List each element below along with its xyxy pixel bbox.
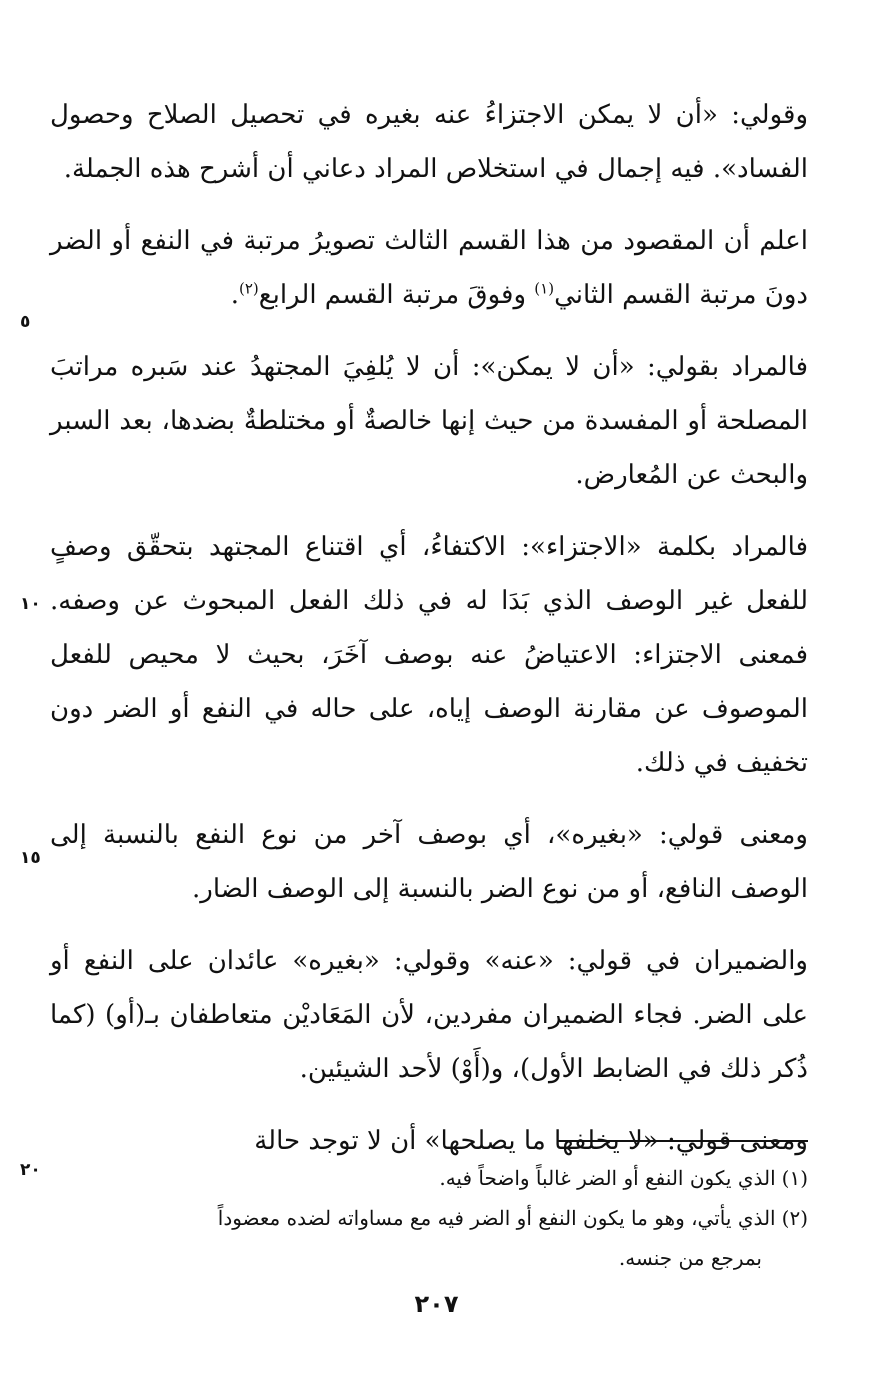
line-number-5: ٥: [20, 312, 31, 332]
paragraph-2-text-end: .: [230, 280, 239, 310]
footnote-1-mark: (١): [781, 1166, 808, 1190]
footnote-ref-2[interactable]: (٢): [238, 279, 259, 298]
footnote-2: [60, 1198, 808, 1278]
line-number-10: ١٠: [20, 594, 41, 614]
footnotes: [60, 1158, 808, 1278]
page-number: ٢٠٧: [414, 1290, 459, 1318]
footnote-2-text: الذي يأتي، وهو ما يكون النفع أو الضر فيه مع مساواته لضده معضوداً: [217, 1206, 776, 1230]
footnote-1: [60, 1158, 808, 1198]
paragraph-2-text-b: وفوقَ مرتبة القسم الرابع: [258, 280, 535, 310]
line-number-15: ١٥: [20, 848, 41, 868]
footnote-ref-1[interactable]: (١): [534, 279, 555, 298]
paragraph-3: فالمراد بقولي: «أن لا يمكن»: أن لا يُلفِيَ المجتهدُ عند سَبره مراتبَ المصلحة أو المفسدة من حيث إنها خالصةٌ أو مختلطةٌ بضدها، بعد السبر والبحث عن المُعارض.: [50, 352, 808, 490]
line-number-20: ٢٠: [20, 1160, 41, 1180]
footnote-separator: [558, 1140, 808, 1142]
footnote-2-mark: (٢): [781, 1206, 808, 1230]
paragraph-6: والضميران في قولي: «عنه» وقولي: «بغيره» عائدان على النفع أو على الضر. فجاء الضميران مفردين، لأن المَعَاديْن متعاطفان بـ(أو) (كما ذُكر ذلك في الضابط الأول)، و(أَوْ) لأحد الشيئين.: [50, 946, 808, 1084]
footnote-1-text: الذي يكون النفع أو الضر غالباً واضحاً فيه.: [439, 1166, 776, 1190]
paragraph-5: ومعنى قولي: «بغيره»، أي بوصف آخر من نوع النفع بالنسبة إلى الوصف النافع، أو من نوع الضر بالنسبة إلى الوصف الضار.: [50, 820, 808, 904]
body-text: [50, 88, 808, 1168]
paragraph-2-text-a: اعلم أن المقصود من هذا القسم الثالث تصويرُ مرتبة في النفع أو الضر دونَ مرتبة القسم الثاني: [50, 226, 808, 310]
paragraph-4: فالمراد بكلمة «الاجتزاء»: الاكتفاءُ، أي اقتناع المجتهد بتحقّق وصفٍ للفعل غير الوصف الذي بَدَا له في ذلك الفعل المبحوث عن وصفه. فمعنى الاجتزاء: الاعتياضُ عنه بوصف آخَرَ، بحيث لا محيص للفعل الموصوف عن مقارنة الوصف إياه، على حاله في النفع أو الضر دون تخفيف في ذلك.: [50, 532, 808, 778]
paragraph-2: [50, 214, 808, 322]
paragraph-1: وقولي: «أن لا يمكن الاجتزاءُ عنه بغيره في تحصيل الصلاح وحصول الفساد». فيه إجمال في استخلاص المراد دعاني أن أشرح هذه الجملة.: [50, 100, 808, 184]
footnote-2-continuation: بمرجع من جنسه.: [618, 1246, 762, 1270]
paragraph-7: ومعنى قولي: «لا يخلفها ما يصلحها» أن لا توجد حالة: [254, 1126, 808, 1156]
